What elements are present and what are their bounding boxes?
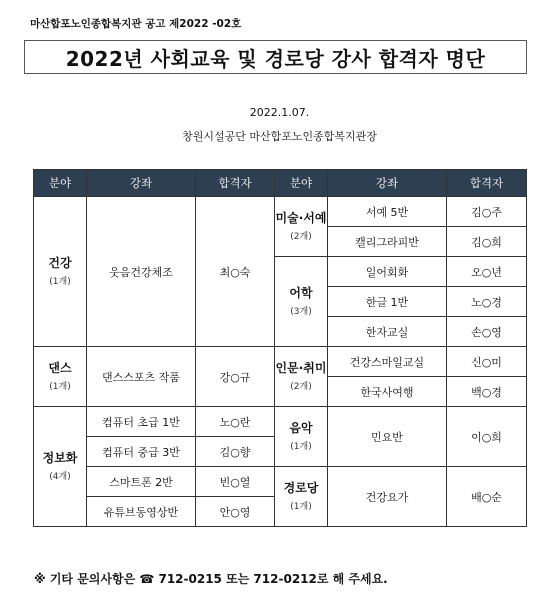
page-title: 2022년 사회교육 및 경로당 강사 합격자 명단 <box>24 40 527 74</box>
category-count: (2개) <box>290 382 312 392</box>
category-count: (4개) <box>49 472 71 482</box>
course-cell: 웃음건강체조 <box>87 197 196 347</box>
course-cell: 민요반 <box>328 407 447 467</box>
course-cell: 한글 1반 <box>328 287 447 317</box>
name-cell: 최○숙 <box>196 197 275 347</box>
roster-table <box>33 169 527 527</box>
name-cell: 김○향 <box>196 437 275 467</box>
category-count: (1개) <box>290 442 312 452</box>
name-cell: 강○규 <box>196 347 275 407</box>
category-cell-health <box>34 197 87 347</box>
table-header-row <box>34 170 527 197</box>
header-course-right: 강좌 <box>328 170 447 197</box>
announcement-date: 2022.1.07. <box>249 106 310 119</box>
category-cell-art <box>275 197 328 257</box>
category-name: 음악 <box>289 421 313 435</box>
header-category-right: 분야 <box>275 170 328 197</box>
name-cell: 노○경 <box>447 287 527 317</box>
name-cell: 이○희 <box>447 407 527 467</box>
category-count: (2개) <box>290 232 312 242</box>
header-course-left: 강좌 <box>87 170 196 197</box>
header-category-left: 분야 <box>34 170 87 197</box>
category-count: (1개) <box>49 382 71 392</box>
name-cell: 김○희 <box>447 227 527 257</box>
course-cell: 컴퓨터 중급 3반 <box>87 437 196 467</box>
name-cell: 오○년 <box>447 257 527 287</box>
header-name-right: 합격자 <box>447 170 527 197</box>
category-count: (1개) <box>49 277 71 287</box>
category-cell-senior-center <box>275 467 328 527</box>
notice-number: 마산합포노인종합복지관 공고 제2022 -02호 <box>30 18 242 30</box>
table-row <box>34 197 527 227</box>
category-name: 경로당 <box>283 481 319 495</box>
table-row <box>34 467 527 497</box>
category-count: (1개) <box>290 502 312 512</box>
category-name: 건강 <box>48 256 72 270</box>
course-cell: 건강요가 <box>328 467 447 527</box>
category-cell-dance <box>34 347 87 407</box>
name-cell: 김○주 <box>447 197 527 227</box>
course-cell: 건강스마일교실 <box>328 347 447 377</box>
name-cell: 손○영 <box>447 317 527 347</box>
header-name-left: 합격자 <box>196 170 275 197</box>
category-cell-humanities <box>275 347 328 407</box>
course-cell: 서예 5반 <box>328 197 447 227</box>
name-cell: 백○경 <box>447 377 527 407</box>
category-name: 정보화 <box>42 451 78 465</box>
category-cell-language <box>275 257 328 347</box>
category-name: 미술·서예 <box>275 211 327 225</box>
category-name: 댄스 <box>48 361 72 375</box>
course-cell: 컴퓨터 초급 1반 <box>87 407 196 437</box>
course-cell: 캘리그라피반 <box>328 227 447 257</box>
table-row <box>34 407 527 437</box>
course-cell: 스마트폰 2반 <box>87 467 196 497</box>
table-row <box>34 347 527 377</box>
name-cell: 신○미 <box>447 347 527 377</box>
name-cell: 노○란 <box>196 407 275 437</box>
name-cell: 빈○열 <box>196 467 275 497</box>
course-cell: 일어회화 <box>328 257 447 287</box>
category-count: (3개) <box>290 307 312 317</box>
course-cell: 유튜브동영상반 <box>87 497 196 527</box>
name-cell: 안○영 <box>196 497 275 527</box>
category-cell-music <box>275 407 328 467</box>
category-cell-it <box>34 407 87 527</box>
category-name: 어학 <box>289 286 313 300</box>
issuer-name: 창원시설공단 마산합포노인종합복지관장 <box>182 130 377 143</box>
course-cell: 댄스스포츠 작품 <box>87 347 196 407</box>
category-name: 인문·취미 <box>275 361 327 375</box>
course-cell: 한자교실 <box>328 317 447 347</box>
course-cell: 한국사여행 <box>328 377 447 407</box>
contact-note: ※ 기타 문의사항은 ☎ 712-0215 또는 712-0212로 해 주세요. <box>34 572 388 586</box>
name-cell: 배○순 <box>447 467 527 527</box>
